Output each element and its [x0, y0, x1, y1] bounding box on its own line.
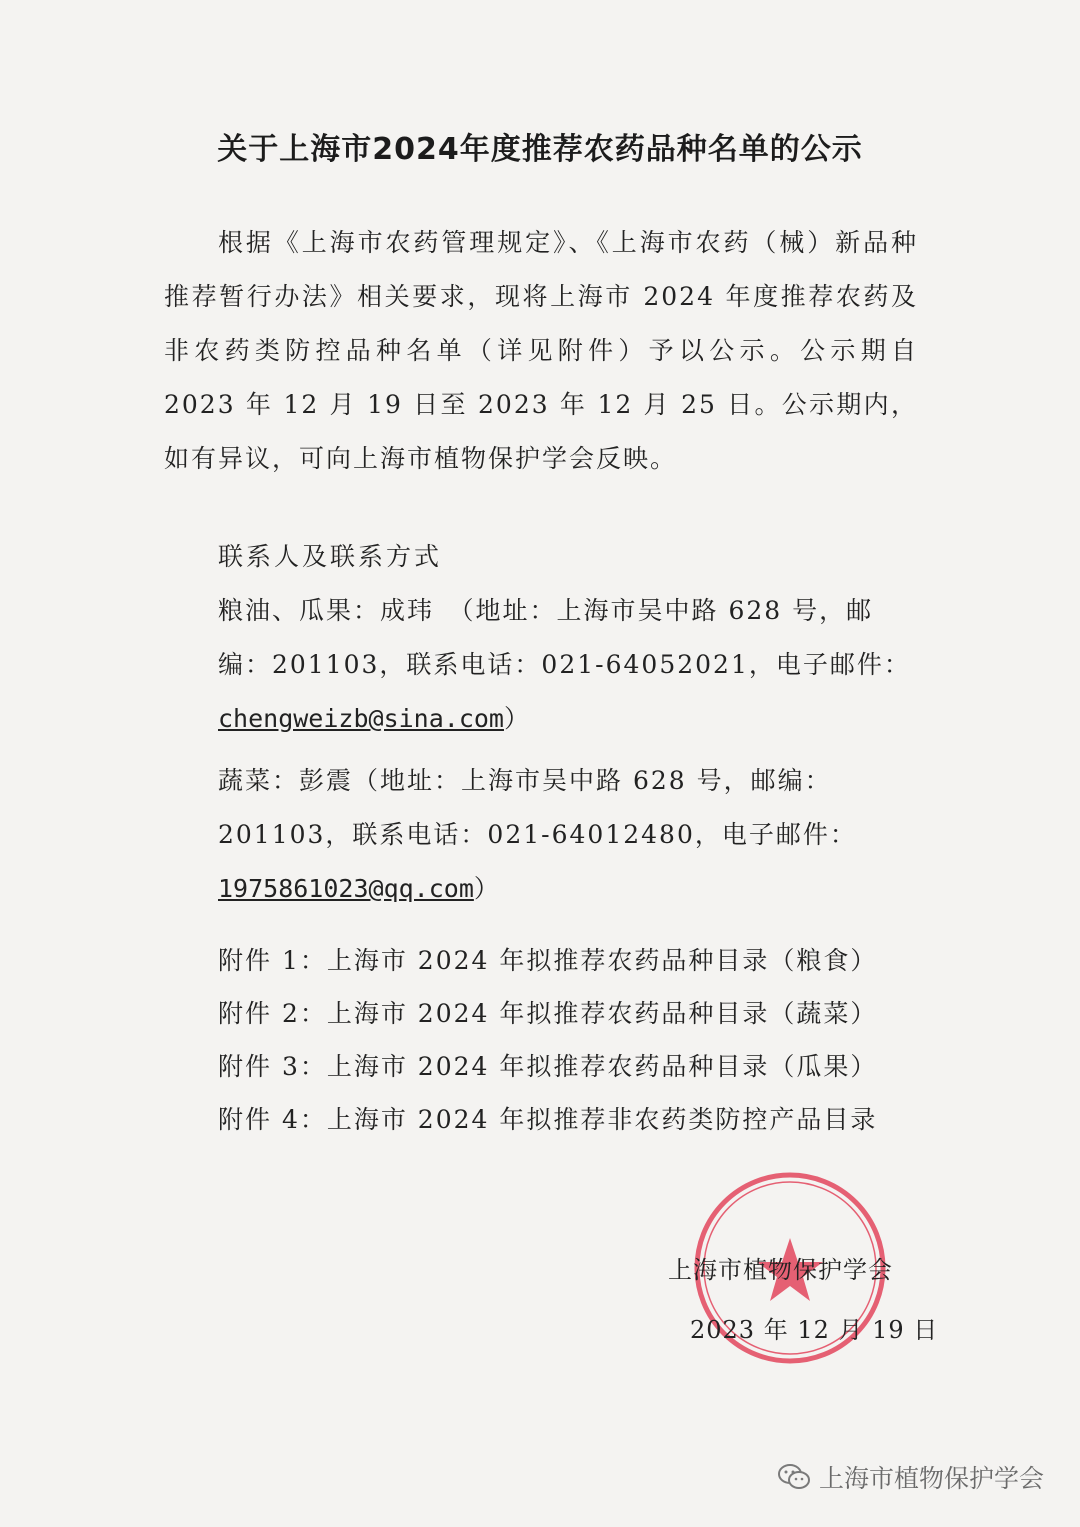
document-title: 关于上海市2024年度推荐农药品种名单的公示 — [217, 132, 863, 167]
signature-organization: 上海市植物保护学会 — [668, 1256, 893, 1284]
contact-grain-lead: 粮油、瓜果：成玮 （地址：上海市吴中路 628 号，邮编：201103，联系电话：021-64052021，电子邮件： — [218, 596, 911, 679]
notice-paragraph: 根据《上海市农药管理规定》、《上海市农药（械）新品种推荐暂行办法》相关要求，现将上海市 2024 年度推荐农药及非农药类防控品种名单（详见附件）予以公示。公示期自 2023 年 12 月 19 日至 2023 年 12 月 25 日。公示期内，如有异议，可向上海市植物保护学会反映。 — [164, 228, 918, 473]
contact-heading: 联系人及联系方式 — [218, 542, 443, 571]
watermark — [777, 1459, 1044, 1495]
signature-date: 2023 年 12 月 19 日 — [690, 1316, 939, 1344]
contact-vegetable-email[interactable]: 1975861023@qq.com — [218, 874, 474, 903]
contact-vegetable — [164, 754, 918, 916]
notice-body — [164, 216, 918, 486]
contact-grain-text — [164, 584, 918, 746]
attachment-item: 附件 2：上海市 2024 年拟推荐农药品种目录（蔬菜） — [218, 999, 878, 1028]
contact-vegetable-close: ） — [473, 874, 501, 903]
contact-grain-email[interactable]: chengweizb@sina.com — [218, 704, 504, 733]
wechat-icon — [777, 1462, 811, 1492]
watermark-text: 上海市植物保护学会 — [818, 1464, 1044, 1493]
attachment-item: 附件 4：上海市 2024 年拟推荐非农药类防控产品目录 — [218, 1105, 878, 1134]
contact-grain-close: ） — [503, 704, 531, 733]
attachment-item: 附件 3：上海市 2024 年拟推荐农药品种目录（瓜果） — [218, 1052, 878, 1081]
contact-vegetable-text — [164, 754, 918, 916]
attachment-list — [218, 934, 877, 1146]
signature-block — [668, 1244, 938, 1364]
attachment-item: 附件 1：上海市 2024 年拟推荐农药品种目录（粮食） — [218, 946, 878, 975]
contact-vegetable-lead: 蔬菜：彭震（地址：上海市吴中路 628 号，邮编：201103，联系电话：021-64012480，电子邮件： — [218, 766, 857, 849]
contact-grain — [164, 584, 918, 746]
